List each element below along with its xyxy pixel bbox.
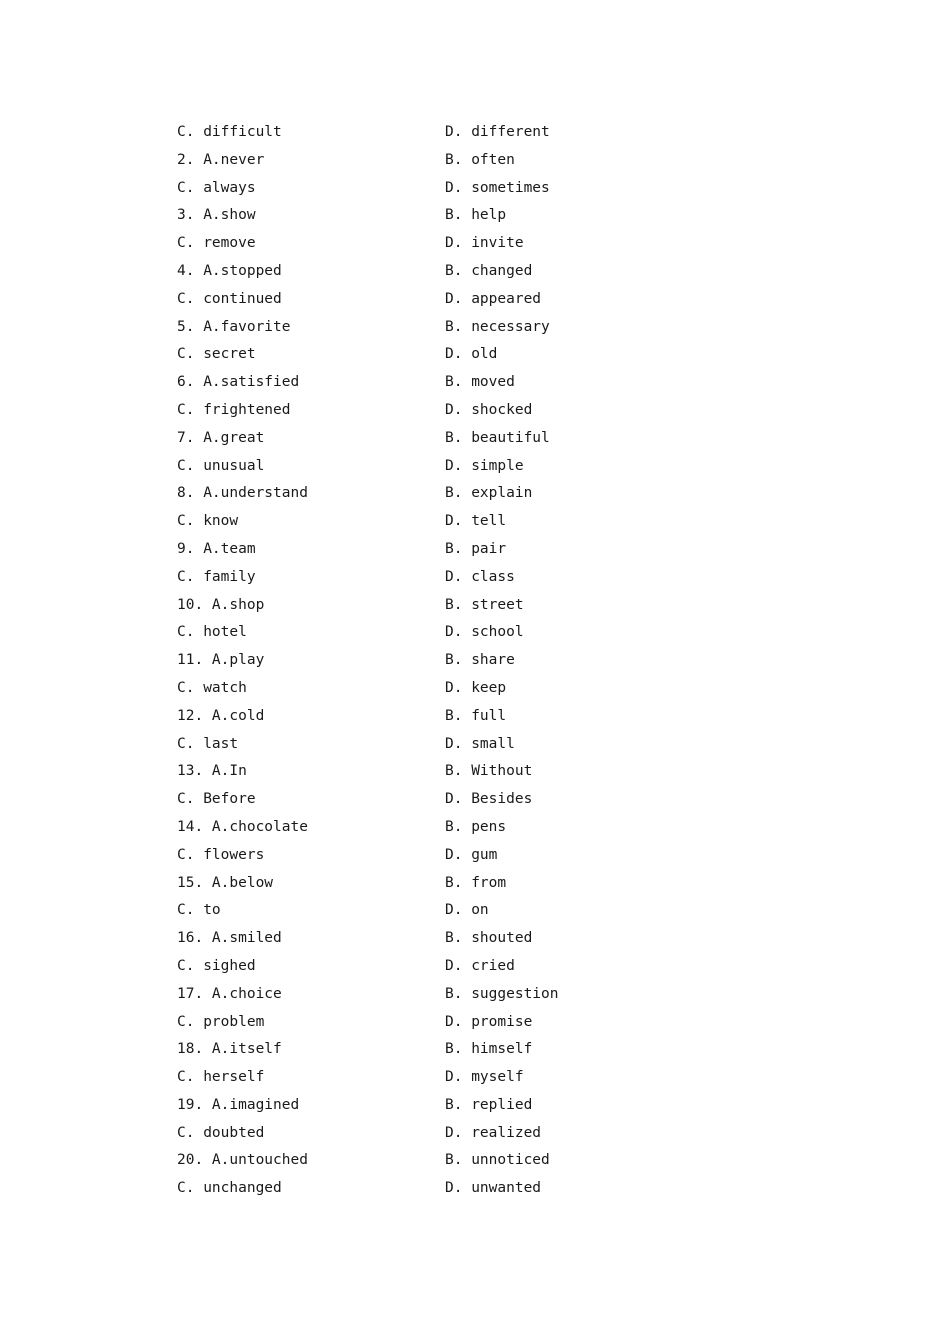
option-row [177,480,597,508]
option-left: 14. A.chocolate [177,818,308,835]
option-left: 15. A.below [177,874,274,891]
answer-options-list [177,119,597,1203]
option-right: B. moved [445,374,515,391]
option-left: C. continued [177,290,282,307]
option-row [177,870,597,898]
option-left: C. unusual [177,457,265,474]
option-left: C. to [177,902,221,919]
option-left: C. unchanged [177,1180,282,1197]
option-right: D. on [445,902,489,919]
option-left: 12. A.cold [177,707,265,724]
option-row [177,1175,597,1203]
option-left: 13. A.In [177,763,247,780]
option-right: D. school [445,624,524,641]
option-left: 19. A.imagined [177,1096,300,1113]
option-row [177,230,597,258]
option-left: 3. A.show [177,207,256,224]
option-left: C. watch [177,679,247,696]
option-left: C. know [177,513,239,530]
option-right: D. simple [445,457,524,474]
option-right: D. myself [445,1069,524,1086]
option-left: 8. A.understand [177,485,308,502]
option-left: C. Before [177,791,256,808]
option-right: B. explain [445,485,533,502]
option-left: 9. A.team [177,540,256,557]
option-row [177,258,597,286]
option-row [177,202,597,230]
option-row [177,842,597,870]
option-row [177,175,597,203]
option-right: D. Besides [445,791,533,808]
option-row [177,925,597,953]
option-left: C. doubted [177,1124,265,1141]
option-right: D. old [445,346,498,363]
option-right: D. appeared [445,290,542,307]
option-right: B. changed [445,262,533,279]
option-row [177,536,597,564]
option-right: B. pens [445,818,507,835]
option-left: C. hotel [177,624,247,641]
option-left: 18. A.itself [177,1041,282,1058]
option-right: D. cried [445,957,515,974]
option-row [177,1064,597,1092]
option-right: B. shouted [445,930,533,947]
option-right: B. necessary [445,318,550,335]
option-right: B. beautiful [445,429,550,446]
option-left: 7. A.great [177,429,265,446]
option-left: 5. A.favorite [177,318,291,335]
option-row [177,314,597,342]
option-left: C. difficult [177,124,282,140]
option-row [177,703,597,731]
option-right: B. replied [445,1096,533,1113]
option-row [177,425,597,453]
option-left: 2. A.never [177,151,265,168]
option-left: C. flowers [177,846,265,863]
option-right: B. Without [445,763,533,780]
option-right: D. tell [445,513,507,530]
option-left: C. problem [177,1013,265,1030]
option-left: C. herself [177,1069,265,1086]
option-right: B. from [445,874,507,891]
option-right: B. often [445,151,515,168]
option-left: 11. A.play [177,652,265,669]
option-left: 16. A.smiled [177,930,282,947]
option-right: B. help [445,207,507,224]
option-row [177,731,597,759]
option-row [177,1009,597,1037]
option-right: B. street [445,596,524,613]
option-right: D. shocked [445,401,533,418]
option-row [177,369,597,397]
option-right: B. himself [445,1041,533,1058]
option-left: C. frightened [177,401,291,418]
option-right: D. unwanted [445,1180,542,1197]
option-right: B. pair [445,540,507,557]
option-right: B. suggestion [445,985,559,1002]
option-row [177,981,597,1009]
option-row [177,592,597,620]
option-left: 20. A.untouched [177,1152,308,1169]
option-left: C. family [177,568,256,585]
option-row [177,675,597,703]
option-row [177,953,597,981]
option-left: 4. A.stopped [177,262,282,279]
option-right: D. invite [445,235,524,252]
option-left: 6. A.satisfied [177,374,300,391]
option-row [177,147,597,175]
option-right: B. unnoticed [445,1152,550,1169]
option-left: 17. A.choice [177,985,282,1002]
option-left: C. secret [177,346,256,363]
option-right: D. gum [445,846,498,863]
option-row [177,341,597,369]
option-row [177,647,597,675]
option-row [177,397,597,425]
option-row [177,1147,597,1175]
option-right: D. realized [445,1124,542,1141]
option-right: B. share [445,652,515,669]
option-row [177,758,597,786]
option-right: D. different [445,124,550,140]
option-row [177,1120,597,1148]
option-row [177,564,597,592]
option-row [177,619,597,647]
option-row [177,508,597,536]
option-left: 10. A.shop [177,596,265,613]
option-right: D. keep [445,679,507,696]
option-left: C. remove [177,235,256,252]
option-row [177,1092,597,1120]
option-left: C. last [177,735,239,752]
option-row [177,119,597,147]
option-right: D. small [445,735,515,752]
option-right: D. sometimes [445,179,550,196]
option-right: D. class [445,568,515,585]
option-row [177,786,597,814]
option-row [177,1036,597,1064]
option-right: B. full [445,707,507,724]
option-left: C. always [177,179,256,196]
option-right: D. promise [445,1013,533,1030]
option-row [177,814,597,842]
option-row [177,453,597,481]
option-row [177,286,597,314]
option-row [177,897,597,925]
option-left: C. sighed [177,957,256,974]
